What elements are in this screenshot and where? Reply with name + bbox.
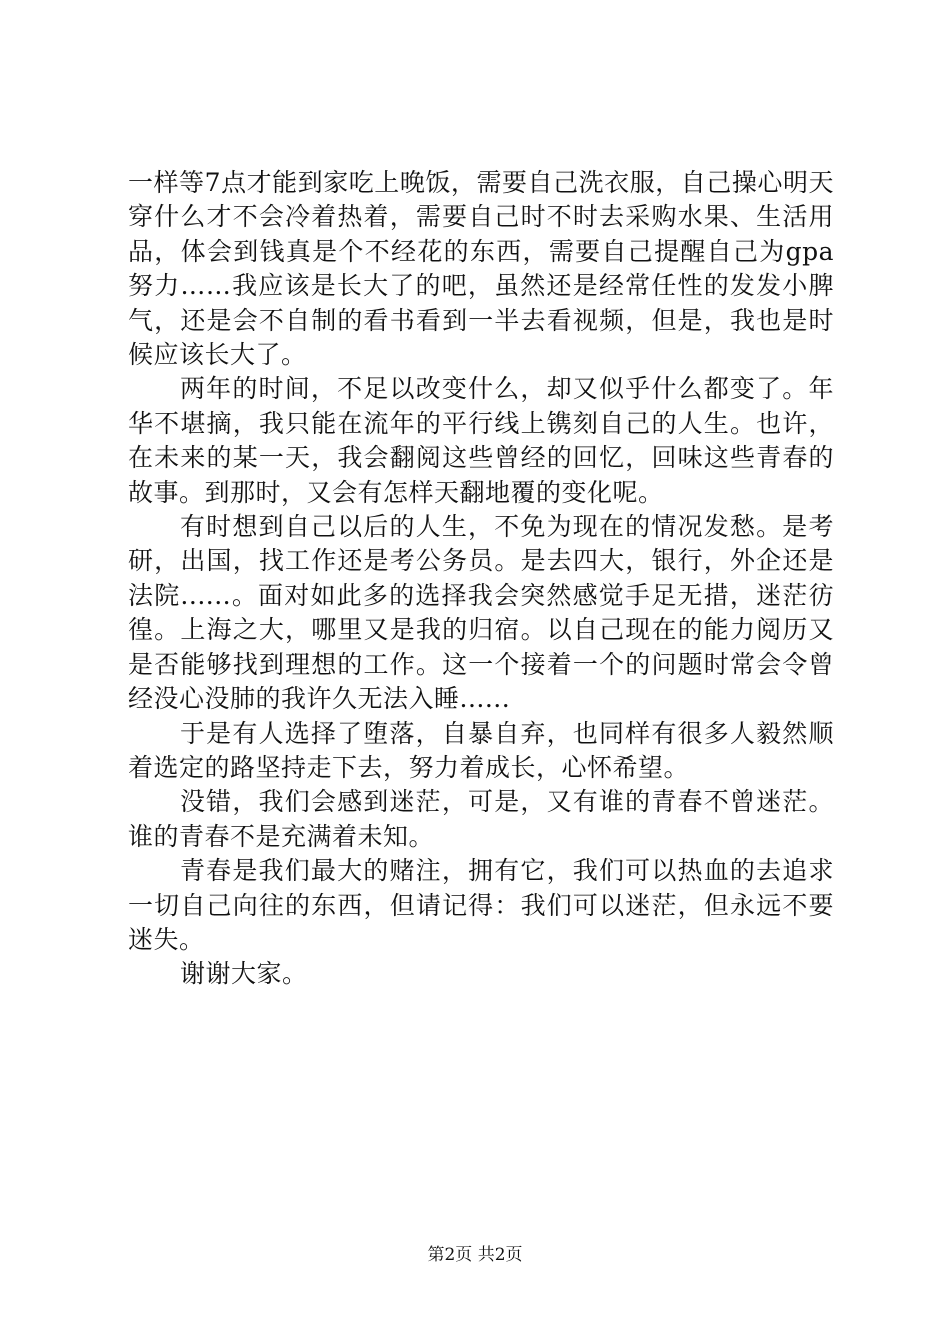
paragraph-choices: 于是有人选择了堕落，自暴自弃，也同样有很多人毅然顺着选定的路坚持走下去，努力着成长，心怀希望。	[128, 718, 834, 782]
page-footer: 第2页 共2页	[427, 1245, 523, 1265]
paragraph-two-years: 两年的时间，不足以改变什么，却又似乎什么都变了。年华不堪摘，我只能在流年的平行线上镌刻自己的人生。也许，在未来的某一天，我会翻阅这些曾经的回忆，回味这些青春的故事。到那时，又会有怎样天翻地覆的变化呢。	[128, 374, 834, 507]
paragraph-thanks: 谢谢大家。	[180, 959, 308, 989]
document-body	[128, 166, 834, 992]
paragraph-continued: 一样等7点才能到家吃上晚饭，需要自己洗衣服，自己操心明天穿什么才不会冷着热着，需要自己时不时去采购水果、生活用品，体会到钱真是个不经花的东西，需要自己提醒自己为gpa努力……我应该是长大了的吧，虽然还是经常任性的发发小脾气，还是会不自制的看书看到一半去看视频，但是，我也是时候应该长大了。	[128, 168, 834, 370]
paragraph-youth-bet: 青春是我们最大的赌注，拥有它，我们可以热血的去追求一切自己向往的东西，但请记得：我们可以迷茫，但永远不要迷失。	[128, 856, 834, 954]
paragraph-confusion: 没错，我们会感到迷茫，可是，又有谁的青春不曾迷茫。谁的青春不是充满着未知。	[128, 787, 834, 851]
paragraph-future-worries: 有时想到自己以后的人生，不免为现在的情况发愁。是考研，出国，找工作还是考公务员。是去四大，银行，外企还是法院......。面对如此多的选择我会突然感觉手足无措，迷茫彷徨。上海之大，哪里又是我的归宿。以自己现在的能力阅历又是否能够找到理想的工作。这一个接着一个的问题时常会令曾经没心没肺的我许久无法入睡......	[128, 512, 834, 714]
